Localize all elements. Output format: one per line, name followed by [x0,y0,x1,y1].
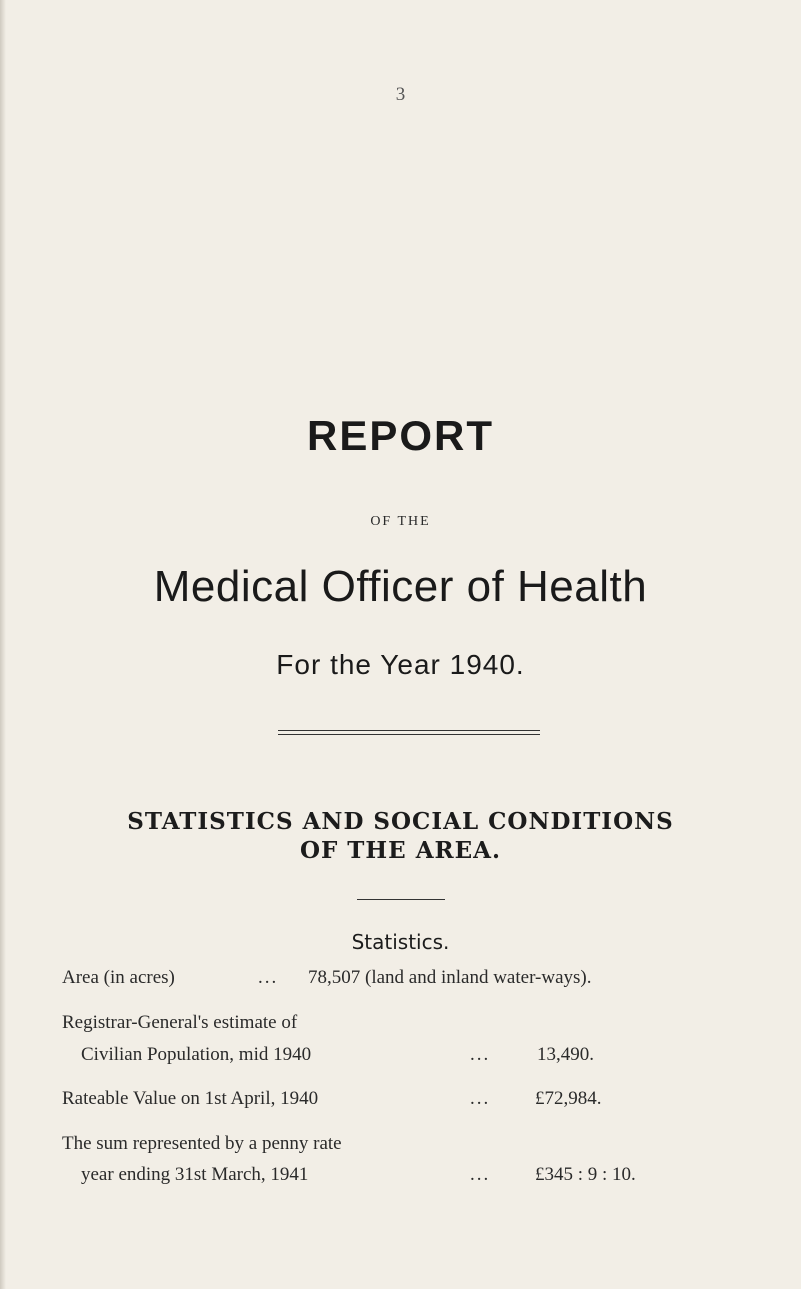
rateable-value: £72,984. [535,1088,602,1109]
report-title: REPORT [306,412,494,459]
section-heading-line-1: STATISTICS AND SOCIAL CONDITIONS [127,808,674,835]
page-binding-edge [0,0,6,1289]
short-rule-divider [357,899,445,900]
year-line: For the Year 1940. [276,649,525,680]
rateable-label: Rateable Value on 1st April, 1940 [62,1088,319,1109]
population-value: 13,490. [537,1044,594,1065]
penny-rate-dots: ... [470,1164,491,1185]
area-dots: ... [258,967,279,988]
officer-title: Medical Officer of Health [153,562,648,611]
population-dots: ... [470,1044,491,1065]
penny-rate-label-line-1: The sum represented by a penny rate [62,1133,342,1154]
statistics-subheading: Statistics. [351,930,450,954]
population-label-line-1: Registrar-General's estimate of [62,1012,298,1033]
population-label-line-2: Civilian Population, mid 1940 [81,1044,312,1065]
double-rule-divider [278,730,540,735]
section-heading [0,807,801,865]
of-the-label: OF THE [370,514,431,529]
section-heading-line-2: OF THE AREA. [299,837,502,864]
penny-rate-value: £345 : 9 : 10. [535,1164,636,1185]
penny-rate-label-line-2: year ending 31st March, 1941 [81,1164,309,1185]
rateable-dots: ... [470,1088,491,1109]
area-value: 78,507 (land and inland water-ways). [308,967,592,988]
page-number: 3 [395,84,406,105]
area-label: Area (in acres) [62,967,175,988]
